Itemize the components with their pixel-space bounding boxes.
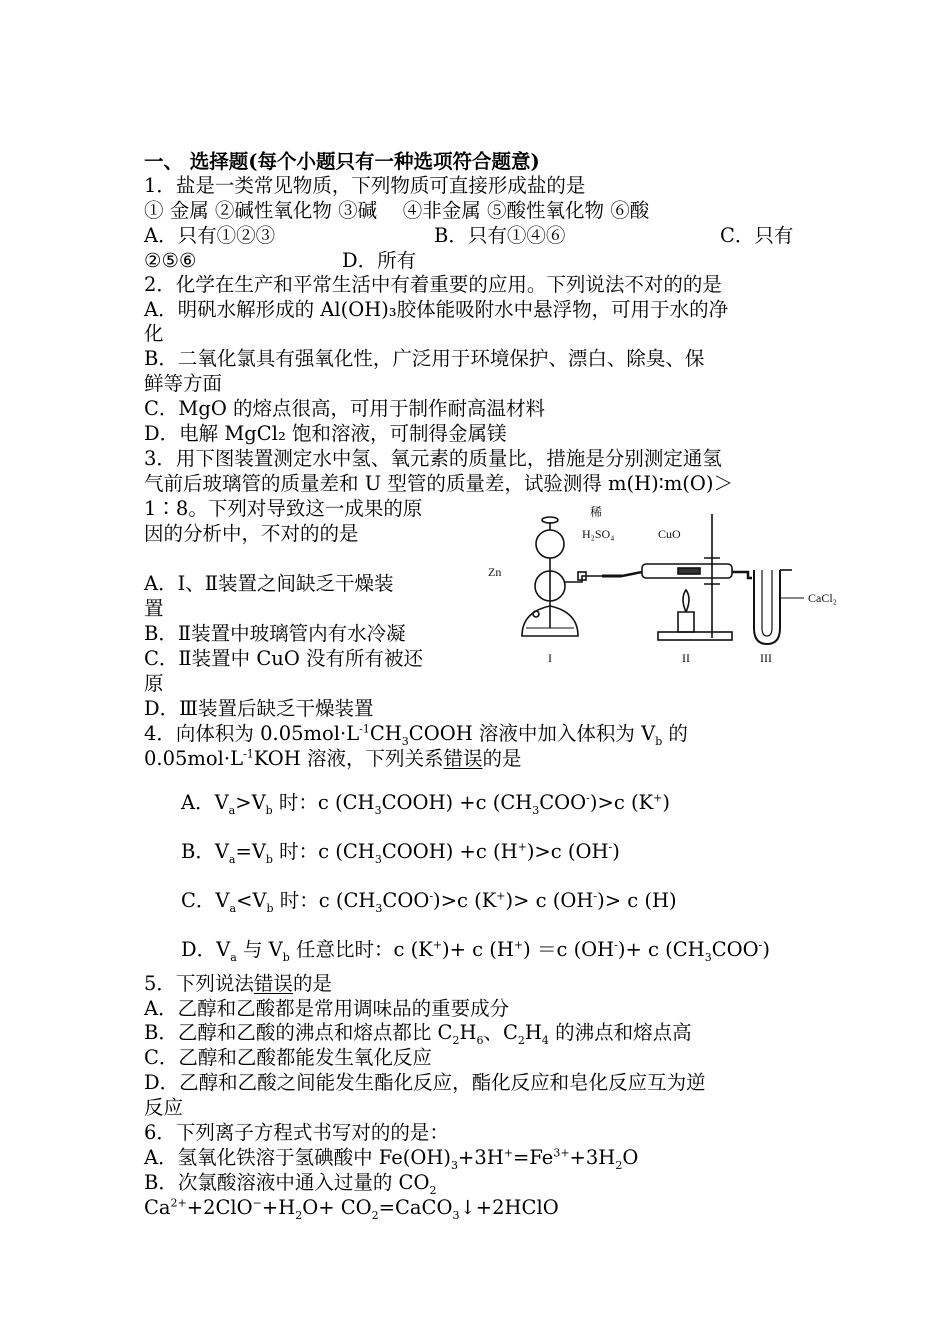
fig-label-dilute: 稀 xyxy=(590,505,603,519)
q5-option-a: A．乙醇和乙酸都是常用调味品的重要成分 xyxy=(144,997,510,1020)
q1-option-d: D．所有 xyxy=(342,249,417,272)
funnel-bulb xyxy=(536,530,564,558)
q5-option-d: D．乙醇和乙酸之间能发生酯化反应，酯化反应和皂化反应互为逆 xyxy=(144,1071,706,1094)
q1-stem: 1．盐是一类常见物质，下列物质可直接形成盐的是 xyxy=(144,174,586,197)
q2-option-c: C．MgO 的熔点很高，可用于制作耐高温材料 xyxy=(144,397,546,420)
q5-stem: 5．下列说法错误的是 xyxy=(144,972,332,995)
q1-items: ① 金属 ②碱性氧化物 ③碱 ④非金属 ⑤酸性氧化物 ⑥酸 xyxy=(144,199,650,222)
q5-option-b: B．乙醇和乙酸的沸点和熔点都比 $C_2H_6$、$C_2H_4$ 的沸点和熔点高 xyxy=(144,1021,692,1047)
q6-option-b-equation: $Ca^{2+}+2ClO^-+H_2O+$ $CO_2=CaCO_3↓+2HClO$ xyxy=(144,1196,559,1222)
q2-option-a: A．明矾水解形成的 Al(OH)₃胶体能吸附水中悬浮物，可用于水的净 xyxy=(144,298,729,321)
q4-option-d: D．$V_a$ 与 $V_b$ 任意比时：c (K+)+ c (H+) ＝c (OH-)+ c $(CH_3COO^-)$ xyxy=(181,938,770,964)
q4-stem-line2: $0.05mol\cdot L^{-1}KOH$ 溶液，下列关系错误的是 xyxy=(144,747,522,770)
q2-option-a-cont: 化 xyxy=(144,322,164,345)
q1-option-b: B．只有①④⑥ xyxy=(434,224,566,247)
fig-label-cuo: CuO xyxy=(658,527,681,541)
q4-underline-word: 错误 xyxy=(443,747,483,770)
q3-option-a: A．Ⅰ、Ⅱ装置之间缺乏干燥装 xyxy=(144,572,394,595)
q3-option-c: C．Ⅱ装置中 CuO 没有所有被还 xyxy=(144,647,424,670)
q4-option-a: A．$V_a>V_b$ 时：c $(CH_3COOH) +c$ $(CH_3COO^-)>c$ (K+) xyxy=(181,791,670,817)
fig-label-ii: II xyxy=(682,651,690,665)
q3-stem-line1: 3．用下图装置测定水中氢、氧元素的质量比，措施是分别测定通氢 xyxy=(144,447,722,470)
q4-option-b: B．$V_a=V_b$ 时：c $(CH_3COOH) +c$ (H+)>c (OH-) xyxy=(181,840,620,866)
q1-option-c: C．只有 xyxy=(720,224,794,247)
q5-underline-word: 错误 xyxy=(253,972,293,995)
q5-option-c: C．乙醇和乙酸都能发生氧化反应 xyxy=(144,1046,432,1069)
q3-option-c-cont: 原 xyxy=(144,672,164,695)
q1-option-c-cont: ②⑤⑥ xyxy=(144,249,197,272)
q5-option-d-cont: 反应 xyxy=(144,1096,184,1119)
fig-label-i: I xyxy=(548,651,552,665)
q6-stem: 6．下列离子方程式书写对的的是： xyxy=(144,1121,449,1144)
q1-option-a: A．只有①②③ xyxy=(144,224,276,247)
section-title: 一、 选择题(每个小题只有一种选项符合题意) xyxy=(144,150,540,173)
q3-stem-line3: 1∶8。下列对导致这一成果的原 xyxy=(144,497,423,520)
fig-label-zn: Zn xyxy=(488,565,502,579)
u-tube xyxy=(754,570,780,644)
fig-label-h2so4: H₂SO₄ xyxy=(582,527,615,541)
fig-label-cacl2: CaCl₂ xyxy=(808,591,837,605)
q4-stem-line1: 4．向体积为 $0.05mol\cdot L^{-1}CH_3COOH$ 溶液中加入体积为 $V_b$ 的 xyxy=(144,722,688,748)
q2-stem: 2．化学在生产和平常生活中有着重要的应用。下列说法不对的的是 xyxy=(144,273,722,296)
q4-option-c: C．$V_a<V_b$ 时：c $(CH_3COO^-)>c$ (K+)> c (OH-)> c (H) xyxy=(181,889,677,915)
q3-apparatus-figure xyxy=(482,502,850,670)
q3-option-b: B．Ⅱ装置中玻璃管内有水冷凝 xyxy=(144,622,406,645)
q2-option-b: B．二氧化氯具有强氧化性，广泛用于环境保护、漂白、除臭、保 xyxy=(144,347,705,370)
q2-option-d: D．电解 MgCl₂ 饱和溶液，可制得金属镁 xyxy=(144,422,507,445)
spirit-lamp xyxy=(678,612,694,632)
q3-option-d: D．Ⅲ装置后缺乏干燥装置 xyxy=(144,697,374,720)
q3-stem-line4: 因的分析中，不对的的是 xyxy=(144,522,359,545)
q6-option-a: A．氢氧化铁溶于氢碘酸中 $Fe(OH)_3+3H^+=Fe^{3+}+3H_2O$ xyxy=(144,1146,639,1172)
q3-stem-line2: 气前后玻璃管的质量差和 U 型管的质量差，试验测得 m(H)∶m(O)＞ xyxy=(144,472,734,495)
q6-option-b: B．次氯酸溶液中通入过量的 $CO_2$ xyxy=(144,1171,437,1197)
stand-base xyxy=(658,632,732,640)
q3-option-a-cont: 置 xyxy=(144,597,164,620)
fig-label-iii: III xyxy=(760,651,772,665)
q2-option-b-cont: 鲜等方面 xyxy=(144,372,223,395)
